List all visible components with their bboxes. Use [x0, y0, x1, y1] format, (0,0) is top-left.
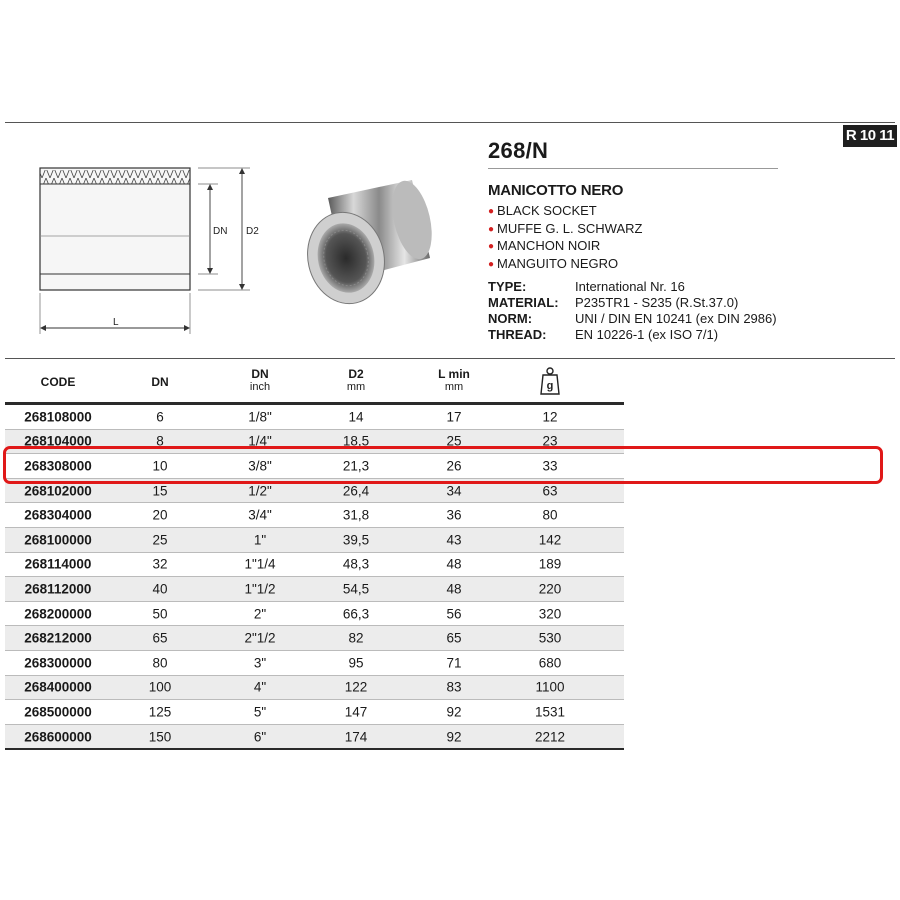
cell-lmin: 65: [446, 630, 462, 646]
cell-lmin: 34: [446, 483, 462, 499]
bullet-icon: ●: [488, 258, 495, 270]
header-lmin: L min mm: [438, 367, 470, 393]
cell-dn: 15: [152, 483, 168, 499]
table-row: [5, 553, 624, 577]
cell-dn: 10: [152, 458, 168, 474]
product-table: [5, 362, 624, 750]
cell-code: 268600000: [24, 729, 92, 745]
table-row: [5, 528, 624, 552]
cell-inch: 1/4": [248, 433, 272, 449]
header-d2: D2 mm: [346, 367, 366, 393]
cell-dn: 125: [148, 704, 172, 720]
cell-code: 268300000: [24, 655, 92, 671]
middle-divider: [5, 358, 895, 359]
cell-g: 1100: [535, 679, 565, 695]
cell-lmin: 83: [446, 679, 462, 695]
dn-dimension-label: DN: [213, 226, 228, 237]
cell-inch: 5": [253, 704, 267, 720]
table-row: [5, 503, 624, 527]
cell-d2: 174: [344, 729, 368, 745]
translation-list: [488, 203, 888, 273]
cell-lmin: 71: [446, 655, 462, 671]
highlighted-row-outline: [3, 446, 883, 484]
cell-lmin: 92: [446, 729, 462, 745]
cell-code: 268308000: [24, 458, 92, 474]
socket-section-drawing: [18, 148, 288, 340]
cell-inch: 1"1/2: [244, 581, 276, 597]
cell-d2: 48,3: [342, 556, 370, 572]
catalog-badge: R 10 11: [843, 125, 897, 147]
cell-code: 268212000: [24, 630, 92, 646]
cell-lmin: 17: [446, 409, 462, 425]
cell-d2: 26,4: [342, 483, 370, 499]
cell-g: 2212: [534, 729, 566, 745]
top-divider: [5, 122, 895, 123]
cell-code: 268400000: [24, 679, 92, 695]
cell-d2: 95: [348, 655, 364, 671]
cell-lmin: 36: [446, 507, 462, 523]
spec-row: NORM: UNI / DIN EN 10241 (ex DIN 2986): [488, 311, 777, 326]
cell-inch: 4": [253, 679, 267, 695]
product-info: [488, 138, 888, 343]
translation-item: ● MANCHON NOIR: [488, 238, 601, 253]
cell-g: 33: [542, 458, 558, 474]
cell-g: 680: [538, 655, 562, 671]
cell-d2: 31,8: [342, 507, 370, 523]
cell-d2: 18,5: [342, 433, 370, 449]
table-row: [5, 651, 624, 675]
cell-inch: 2"1/2: [244, 630, 276, 646]
cell-code: 268100000: [24, 532, 92, 548]
cell-inch: 1/2": [248, 483, 272, 499]
cell-g: 189: [538, 556, 562, 572]
cell-lmin: 92: [446, 704, 462, 720]
cell-d2: 122: [344, 679, 368, 695]
svg-text:g: g: [546, 380, 554, 392]
cell-g: 23: [542, 433, 558, 449]
translation-item: ● MANGUITO NEGRO: [488, 255, 619, 271]
bullet-icon: ●: [488, 206, 495, 217]
cell-code: 268102000: [24, 483, 92, 499]
cell-inch: 2": [253, 606, 267, 622]
spec-row: MATERIAL: P235TR1 - S235 (R.St.37.0): [488, 295, 739, 310]
cell-lmin: 43: [446, 532, 462, 548]
cell-inch: 3/8": [248, 458, 272, 474]
cell-dn: 100: [148, 679, 172, 695]
cell-dn: 150: [148, 729, 172, 745]
cell-d2: 54,5: [342, 581, 370, 597]
cell-lmin: 56: [446, 606, 462, 622]
cell-inch: 1": [253, 532, 267, 548]
cell-dn: 25: [152, 532, 168, 548]
cell-dn: 50: [152, 606, 168, 622]
table-bottom-rule: [5, 748, 624, 750]
cell-g: 320: [538, 606, 562, 622]
table-row: [5, 405, 624, 429]
cell-lmin: 25: [446, 433, 462, 449]
cell-d2: 147: [344, 704, 368, 720]
table-row: [5, 577, 624, 601]
cell-code: 268108000: [24, 409, 92, 425]
cell-g: 63: [542, 483, 558, 499]
cell-code: 268500000: [24, 704, 92, 720]
cell-lmin: 48: [446, 556, 462, 572]
bullet-icon: ●: [488, 241, 495, 252]
cell-inch: 3/4": [248, 507, 272, 523]
d2-dimension-label: D2: [246, 226, 259, 237]
cell-code: 268112000: [24, 581, 92, 597]
product-name: MANICOTTO NERO: [488, 182, 624, 199]
spec-row: THREAD: EN 10226-1 (ex ISO 7/1): [488, 327, 719, 342]
cell-inch: 1"1/4: [244, 556, 276, 572]
spec-row: TYPE: International Nr. 16: [488, 279, 685, 294]
cell-dn: 20: [152, 507, 168, 523]
cell-lmin: 26: [446, 458, 462, 474]
table-row: [5, 725, 624, 749]
cell-code: 268104000: [24, 433, 92, 449]
translation-item: ● BLACK SOCKET: [488, 203, 597, 218]
header-dn: DN: [151, 375, 169, 389]
product-model: 268/N: [488, 138, 549, 163]
cell-dn: 8: [156, 433, 164, 449]
cell-code: 268304000: [24, 507, 92, 523]
cell-g: 12: [542, 409, 558, 425]
table-row: [5, 602, 624, 626]
header-dn-inch: DN inch: [249, 367, 271, 393]
weight-icon: [538, 366, 562, 399]
cell-inch: 3": [253, 655, 267, 671]
cell-code: 268200000: [24, 606, 92, 622]
cell-lmin: 48: [446, 581, 462, 597]
translation-item: ● MUFFE G. L. SCHWARZ: [488, 220, 643, 236]
table-row: [5, 626, 624, 650]
table-row: [5, 676, 624, 700]
cell-d2: 21,3: [342, 458, 370, 474]
cell-code: 268114000: [24, 556, 92, 572]
model-divider: [488, 168, 778, 169]
cell-d2: 14: [348, 409, 364, 425]
cell-dn: 6: [156, 409, 164, 425]
cell-inch: 6": [253, 729, 267, 745]
socket-photo: [300, 168, 440, 318]
cell-g: 142: [538, 532, 562, 548]
cell-dn: 65: [152, 630, 168, 646]
table-row: [5, 700, 624, 724]
cell-inch: 1/8": [248, 409, 272, 425]
cell-d2: 82: [348, 630, 364, 646]
cell-g: 80: [542, 507, 558, 523]
cell-dn: 32: [152, 556, 168, 572]
cell-g: 530: [538, 630, 562, 646]
cell-g: 1531: [534, 704, 566, 720]
l-dimension-label: L: [113, 317, 119, 328]
cell-g: 220: [538, 581, 562, 597]
cell-dn: 40: [152, 581, 168, 597]
cell-d2: 66,3: [342, 606, 370, 622]
header-code: CODE: [40, 375, 76, 389]
bullet-icon: ●: [488, 223, 495, 235]
spec-list: [488, 279, 888, 343]
cell-d2: 39,5: [342, 532, 370, 548]
cell-dn: 80: [152, 655, 168, 671]
table-header: [5, 362, 624, 402]
